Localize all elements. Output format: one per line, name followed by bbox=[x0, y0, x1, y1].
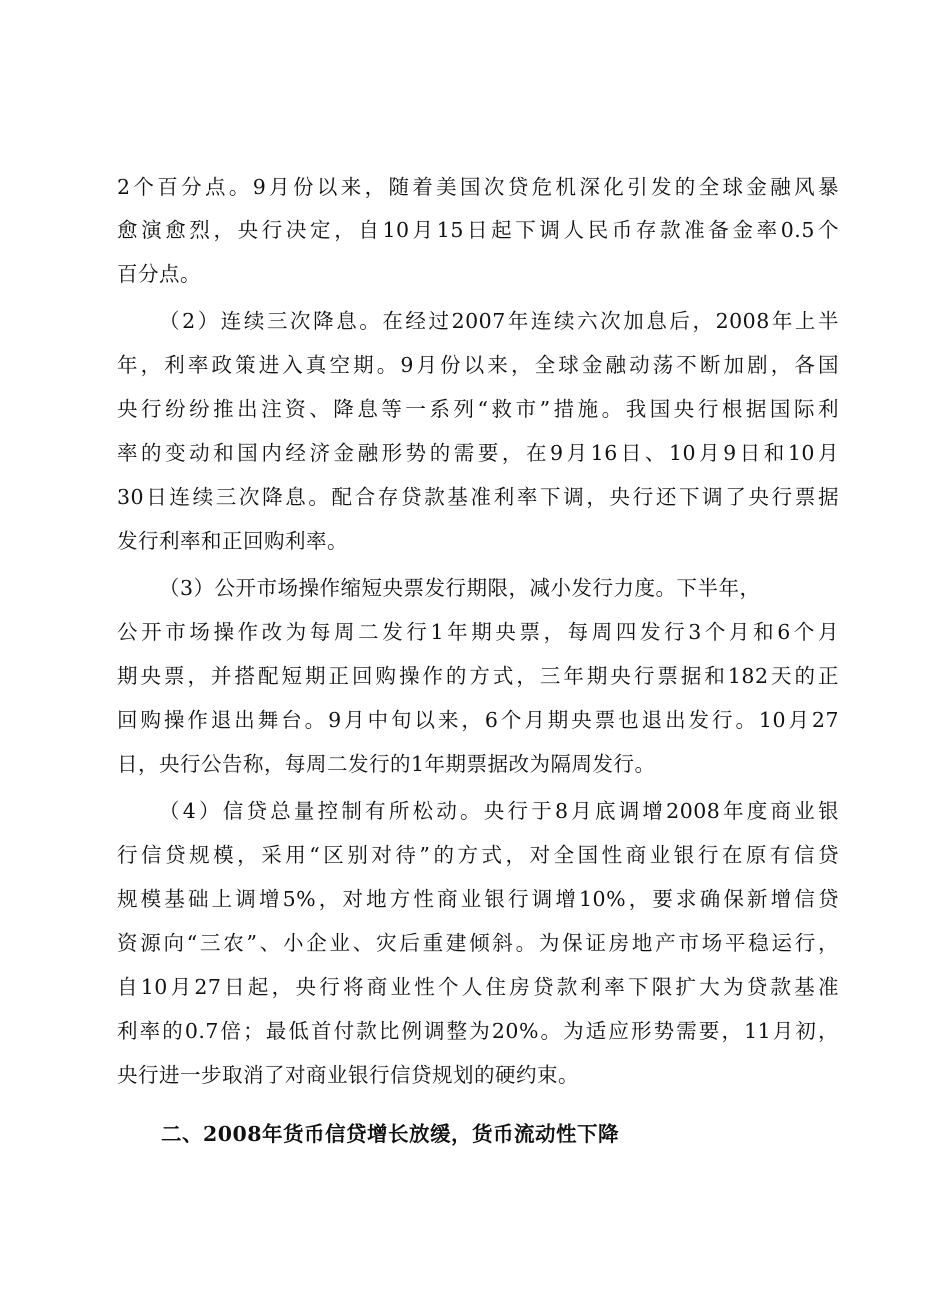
paragraph-4-line-4: 资源向“三农”、小企业、灾后重建倾斜。为保证房地产市场平稳运行， bbox=[117, 931, 839, 955]
paragraph-2-line-6: 发行利率和正回购利率。 bbox=[117, 529, 348, 553]
paragraph-1-line-2: 愈演愈烈，央行决定，自10月15日起下调人民币存款准备金率0.5个 bbox=[117, 218, 839, 242]
paragraph-3-line-3: 期央票，并搭配短期正回购操作的方式，三年期央行票据和182天的正 bbox=[117, 664, 839, 688]
paragraph-2-line-1: （2）连续三次降息。在经过2007年连续六次加息后，2008年上半 bbox=[159, 309, 839, 333]
paragraph-4-line-1: （4）信贷总量控制有所松动。央行于8月底调增2008年度商业银 bbox=[159, 799, 839, 823]
paragraph-2-line-5: 30日连续三次降息。配合存贷款基准利率下调，央行还下调了央行票据 bbox=[117, 485, 839, 509]
paragraph-4-line-7: 央行进一步取消了对商业银行信贷规划的硬约束。 bbox=[117, 1063, 579, 1087]
paragraph-1-line-1: 2个百分点。9月份以来，随着美国次贷危机深化引发的全球金融风暴 bbox=[117, 175, 839, 199]
paragraph-3-line-1: （3）公开市场操作缩短央票发行期限，减小发行力度。下半年， bbox=[159, 576, 761, 600]
paragraph-3-line-2: 公开市场操作改为每周二发行1年期央票，每周四发行3个月和6个月 bbox=[117, 620, 839, 644]
paragraph-3-line-5: 日，央行公告称，每周二发行的1年期票据改为隔周发行。 bbox=[117, 752, 656, 776]
section-heading: 二、2008年货币信贷增长放缓，货币流动性下降 bbox=[161, 1122, 620, 1146]
paragraph-4-line-3: 规模基础上调增5%，对地方性商业银行调增10%，要求确保新增信贷 bbox=[117, 887, 839, 911]
paragraph-3-line-4: 回购操作退出舞台。9月中旬以来，6个月期央票也退出发行。10月27 bbox=[117, 708, 839, 732]
paragraph-1-line-3: 百分点。 bbox=[117, 262, 201, 286]
paragraph-4-line-2: 行信贷规模，采用“区别对待”的方式，对全国性商业银行在原有信贷 bbox=[117, 843, 839, 867]
paragraph-4-line-5: 自10月27日起，央行将商业性个人住房贷款利率下限扩大为贷款基准 bbox=[117, 975, 839, 999]
paragraph-4-line-6: 利率的0.7倍；最低首付款比例调整为20%。为适应形势需要，11月初， bbox=[117, 1019, 839, 1043]
paragraph-2-line-3: 央行纷纷推出注资、降息等一系列“救市”措施。我国央行根据国际利 bbox=[117, 397, 839, 421]
paragraph-2-line-4: 率的变动和国内经济金融形势的需要，在9月16日、10月9日和10月 bbox=[117, 441, 839, 465]
paragraph-2-line-2: 年，利率政策进入真空期。9月份以来，全球金融动荡不断加剧，各国 bbox=[117, 353, 839, 377]
